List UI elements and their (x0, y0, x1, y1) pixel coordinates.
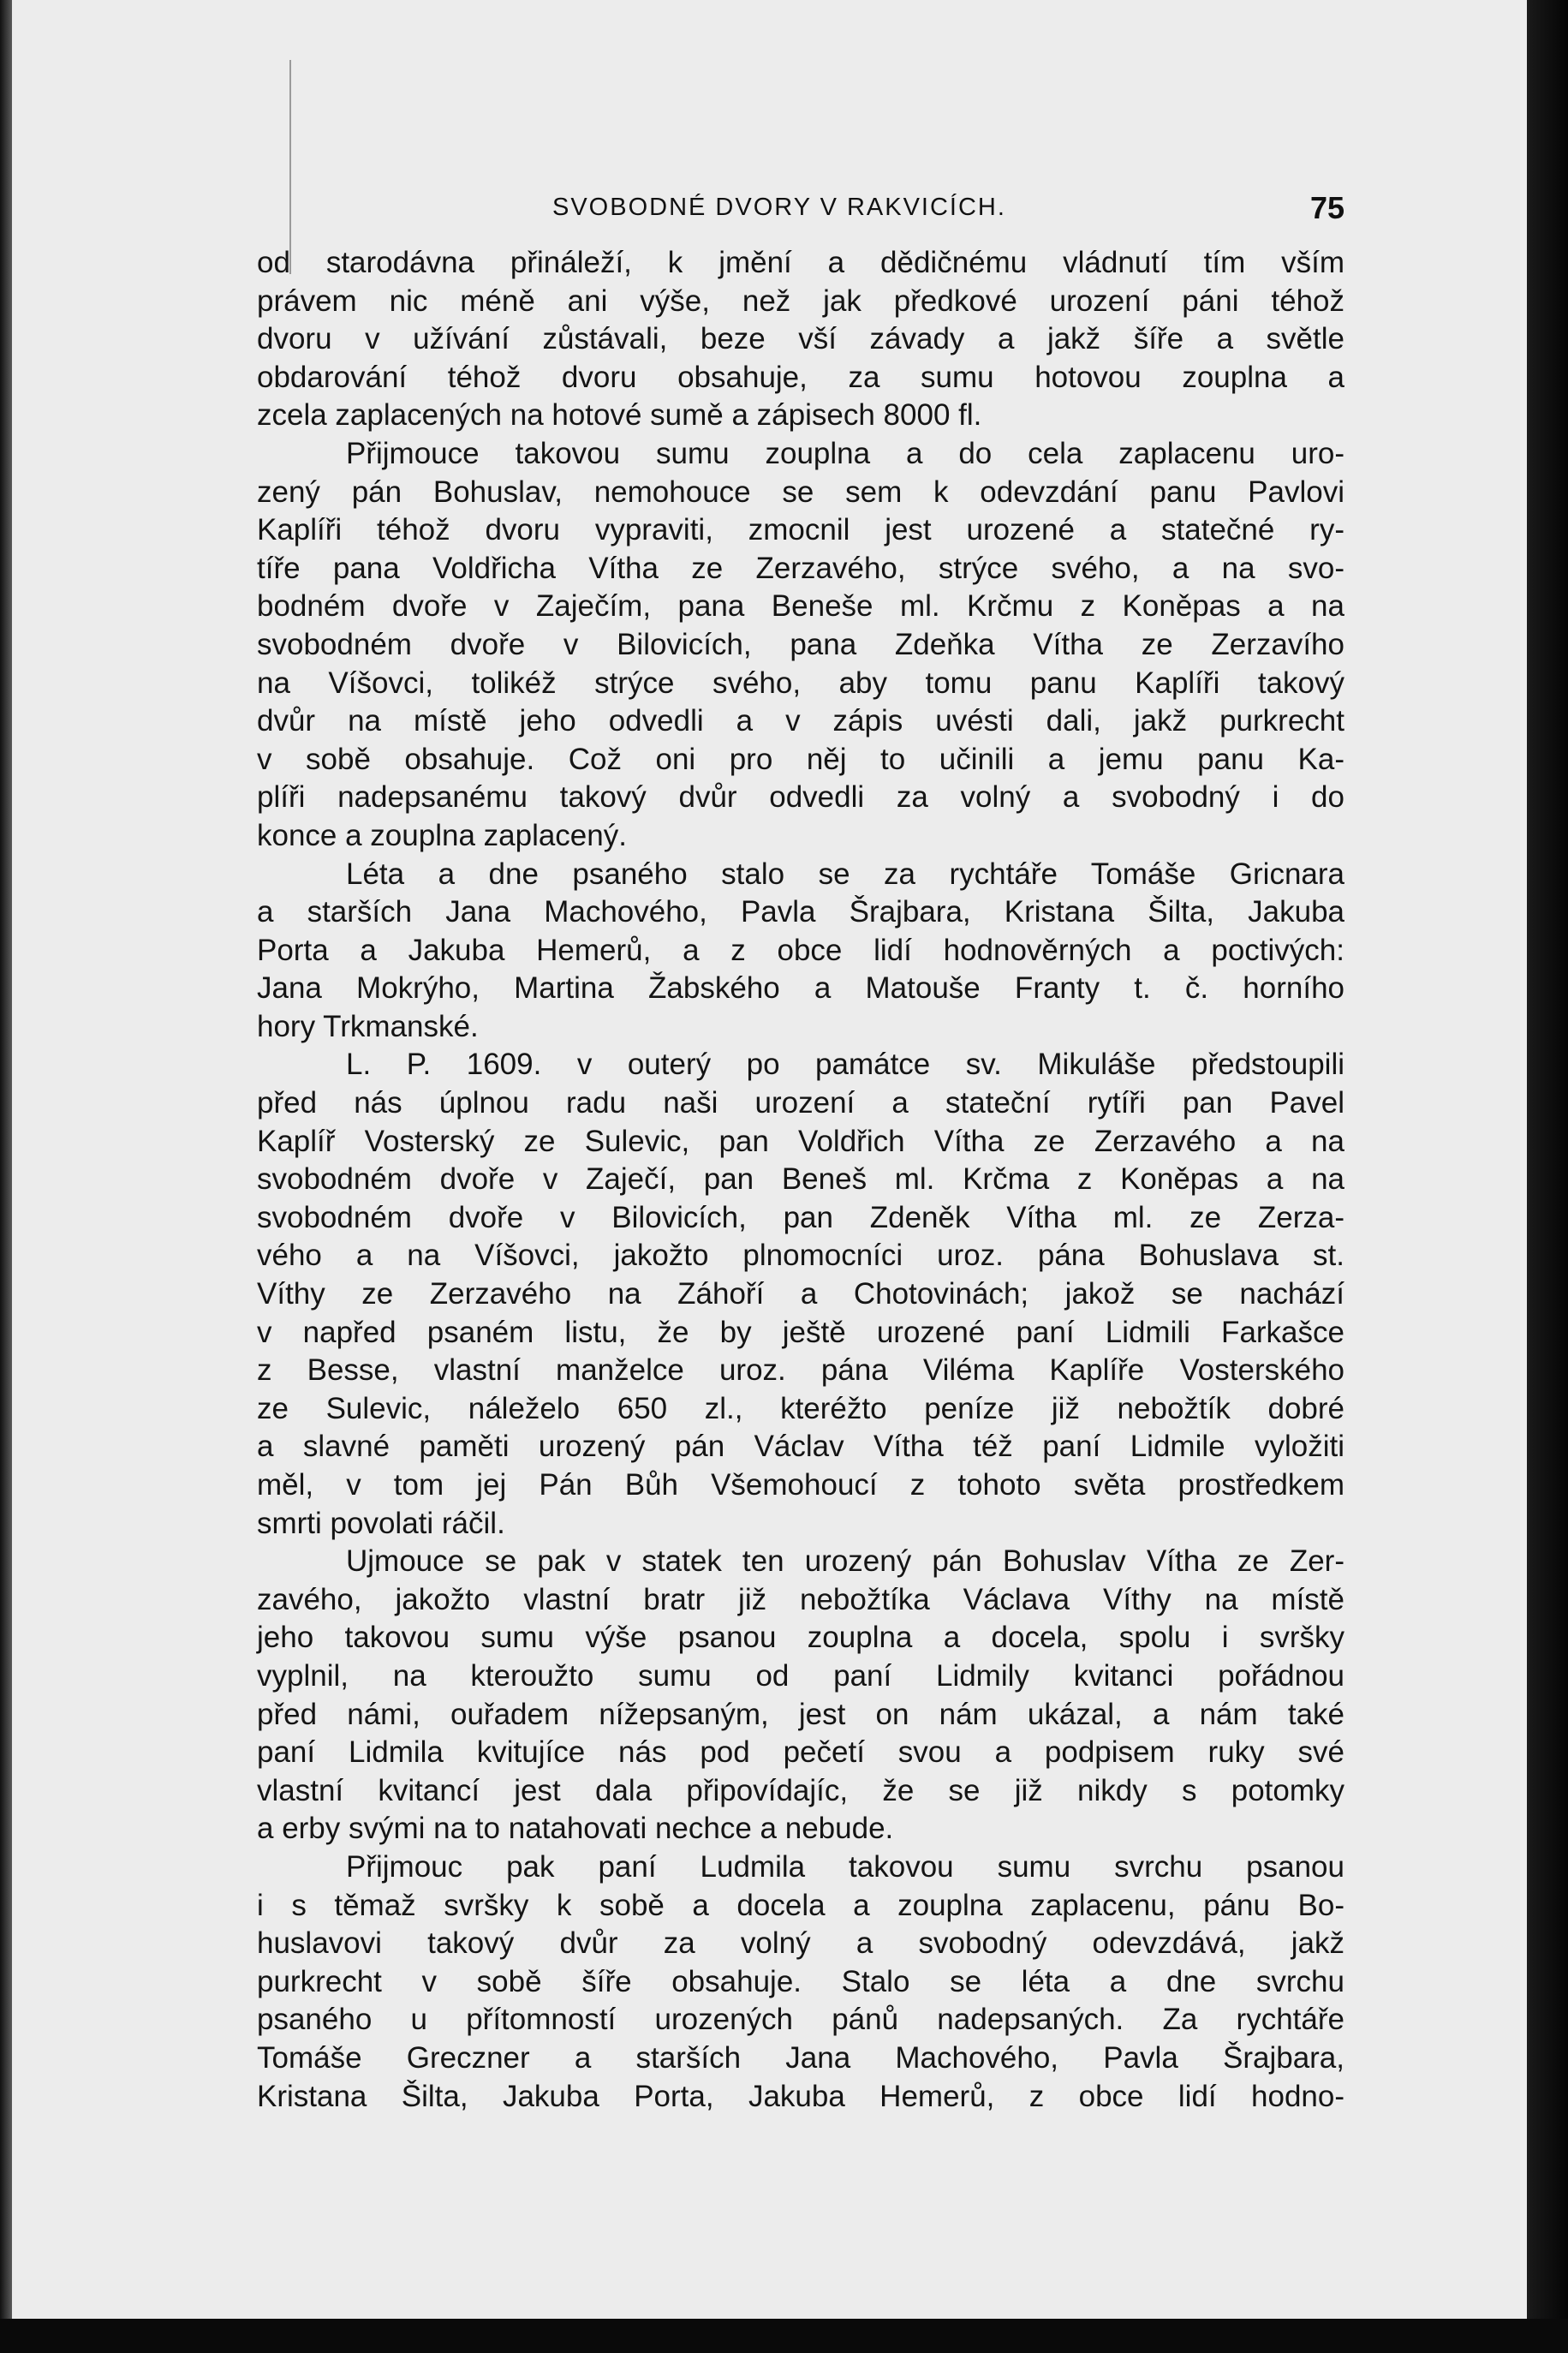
text-line: plíři nadepsanému takový dvůr odvedli za volný a svobodný i do (257, 780, 1344, 815)
page-number: 75 (1309, 190, 1344, 225)
text-line: Přijmouce takovou sumu zouplna a do cela zaplacenu uro- (346, 436, 1344, 470)
text-line: psaného u přítomností urozených pánů nadepsaných. Za rychtáře (257, 2003, 1344, 2037)
text-line: i s těmaž svršky k sobě a docela a zouplna zaplacenu, pánu Bo- (257, 1888, 1344, 1922)
text-line: v sobě obsahuje. Což oni pro něj to učinili a jemu panu Ka- (257, 742, 1344, 776)
text-line: zený pán Bohuslav, nemohouce se sem k odevzdání panu Pavlovi (257, 475, 1344, 509)
text-line: zcela zaplacených na hotové sumě a zápisech 8000 fl. (257, 398, 982, 433)
text-line: smrti povolati ráčil. (257, 1506, 505, 1540)
text-line: jeho takovou sumu výše psanou zouplna a docela, spolu i svršky (257, 1621, 1344, 1655)
text-line: na Víšovci, tolikéž strýce svého, aby tomu panu Kaplíři takový (257, 666, 1344, 700)
running-header (257, 190, 1344, 233)
text-line: obdarování téhož dvoru obsahuje, za sumu hotovou zouplna a (257, 360, 1344, 394)
text-line: huslavovi takový dvůr za volný a svobodný odevzdává, jakž (257, 1926, 1344, 1961)
text-line: konce a zouplna zaplacený. (257, 818, 627, 852)
right-page-edge (1527, 0, 1568, 2353)
text-line: vyplnil, na kteroužto sumu od paní Lidmily kvitanci pořádnou (257, 1658, 1344, 1693)
text-line: Kaplíři téhož dvoru vypraviti, zmocnil jest urozené a statečné ry- (257, 513, 1344, 547)
text-line: Přijmouc pak paní Ludmila takovou sumu svrchu psanou (346, 1849, 1344, 1884)
bottom-page-edge (0, 2319, 1568, 2353)
binding-line (289, 60, 291, 274)
text-line: z Besse, vlastní manželce uroz. pána Viléma Kaplíře Vosterského (257, 1353, 1344, 1388)
text-line: Kaplíř Vosterský ze Sulevic, pan Voldřich Vítha ze Zerzavého a na (257, 1124, 1344, 1158)
text-line: zavého, jakožto vlastní bratr již nebožtíka Václava Víthy na místě (257, 1582, 1344, 1616)
left-page-edge (0, 0, 12, 2353)
text-line: měl, v tom jej Pán Bůh Všemohoucí z tohoto světa prostředkem (257, 1468, 1344, 1502)
text-line: Kristana Šilta, Jakuba Porta, Jakuba Hemerů, z obce lidí hodno- (257, 2079, 1344, 2113)
running-title: SVOBODNÉ DVORY V RAKVICÍCH. (552, 194, 1006, 221)
text-line: Jana Mokrýho, Martina Žabského a Matouše Franty t. č. horního (257, 971, 1344, 1006)
text-line: Tomáše Greczner a starších Jana Machového, Pavla Šrajbara, (257, 2040, 1344, 2075)
text-line: svobodném dvoře v Bilovicích, pana Zdeňka Vítha ze Zerzavího (257, 627, 1344, 661)
text-line: paní Lidmila kvitujíce nás pod pečetí svou a podpisem ruky své (257, 1735, 1344, 1770)
text-line: svobodném dvoře v Bilovicích, pan Zdeněk Vítha ml. ze Zerza- (257, 1200, 1344, 1234)
text-line: před nás úplnou radu naši urození a stateční rytíři pan Pavel (257, 1086, 1344, 1120)
text-line: a starších Jana Machového, Pavla Šrajbara, Kristana Šilta, Jakuba (257, 895, 1344, 929)
text-line: právem nic méně ani výše, než jak předkové urození páni téhož (257, 284, 1344, 318)
text-line: L. P. 1609. v outerý po památce sv. Mikuláše předstoupili (346, 1048, 1344, 1082)
text-line: hory Trkmanské. (257, 1009, 479, 1043)
text-line: dvůr na místě jeho odvedli a v zápis uvésti dali, jakž purkrecht (257, 704, 1344, 738)
text-line: purkrecht v sobě šíře obsahuje. Stalo se léta a dne svrchu (257, 1964, 1344, 1998)
text-line: od starodávna přináleží, k jmění a dědičnému vládnutí tím vším (257, 246, 1344, 279)
text-line: bodném dvoře v Zaječím, pana Beneše ml. Krčmu z Koněpas a na (257, 589, 1344, 624)
body-text (257, 244, 1344, 2116)
text-line: a erby svými na to natahovati nechce a nebude. (257, 1812, 894, 1846)
text-line: a slavné paměti urozený pán Václav Vítha též paní Lidmile vyložiti (257, 1430, 1344, 1464)
text-line: ze Sulevic, náleželo 650 zl., kteréžto peníze již nebožtík dobré (257, 1391, 1344, 1425)
text-line: Porta a Jakuba Hemerů, a z obce lidí hodnověrných a poctivých: (257, 933, 1344, 967)
text-line: vlastní kvitancí jest dala připovídajíc, že se již nikdy s potomky (257, 1773, 1344, 1807)
text-line: Víthy ze Zerzavého na Záhoří a Chotovinách; jakož se nachází (257, 1277, 1344, 1311)
text-line: vého a na Víšovci, jakožto plnomocníci uroz. pána Bohuslava st. (257, 1239, 1344, 1273)
text-line: svobodném dvoře v Zaječí, pan Beneš ml. Krčma z Koněpas a na (257, 1162, 1344, 1197)
text-line: v napřed psaném listu, že by ještě urozené paní Lidmili Farkašce (257, 1315, 1344, 1349)
text-line: tíře pana Voldřicha Vítha ze Zerzavého, strýce svého, a na svo- (257, 551, 1344, 585)
text-line: Léta a dne psaného stalo se za rychtáře Tomáše Gricnara (346, 857, 1344, 891)
text-line: Ujmouce se pak v statek ten urozený pán Bohuslav Vítha ze Zer- (346, 1544, 1344, 1579)
text-line: před námi, ouřadem nížepsaným, jest on nám ukázal, a nám také (257, 1697, 1344, 1731)
text-line: dvoru v užívání zůstávali, beze vší závady a jakž šíře a světle (257, 322, 1344, 356)
